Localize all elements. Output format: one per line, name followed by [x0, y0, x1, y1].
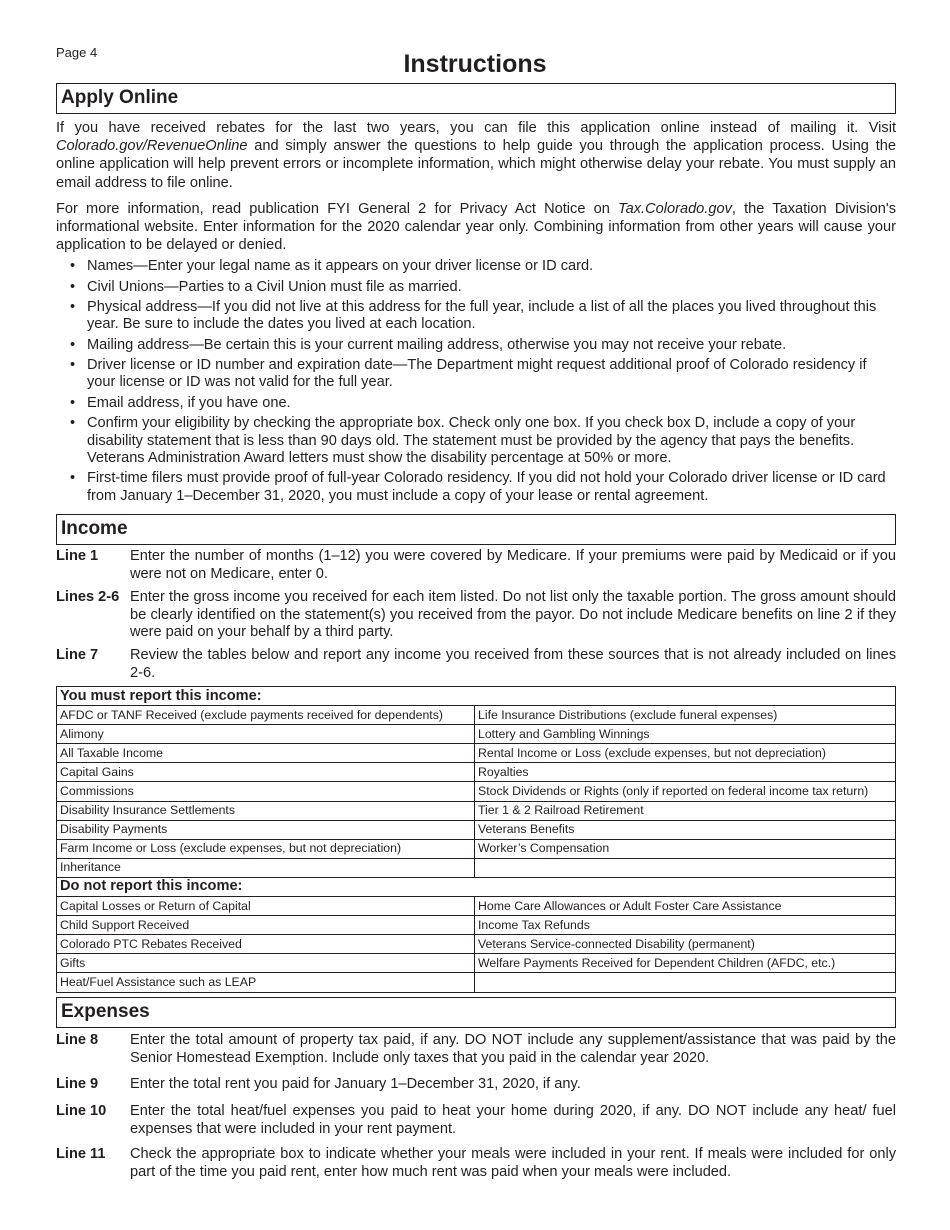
list-item: • Email address, if you have one.: [70, 395, 896, 412]
table-row: [57, 706, 896, 725]
table-cell: Heat/Fuel Assistance such as LEAP: [57, 973, 475, 992]
table-cell: Veterans Benefits: [475, 820, 896, 839]
table-row: [57, 954, 896, 973]
table-cell: Rental Income or Loss (exclude expenses, but not depreciation): [475, 744, 896, 763]
table-cell: Disability Payments: [57, 820, 475, 839]
line-text: Enter the total rent you paid for January 1–December 31, 2020, if any.: [130, 1076, 581, 1092]
table-cell: Capital Losses or Return of Capital: [57, 897, 475, 916]
expenses-line-11: [56, 1146, 896, 1181]
table-cell: Worker’s Compensation: [475, 839, 896, 858]
line-label: Line 7: [56, 647, 99, 663]
line-text: Enter the total heat/fuel expenses you paid to heat your home during 2020, if any. DO NOT include any heat/ fuel expenses that were included in your rent payment.: [130, 1103, 896, 1137]
table-cell: Welfare Payments Received for Dependent Children (AFDC, etc.): [475, 954, 896, 973]
table-cell: Capital Gains: [57, 763, 475, 782]
table-row: [57, 763, 896, 782]
table-cell: Income Tax Refunds: [475, 916, 896, 935]
table-row: [57, 725, 896, 744]
expenses-line-9: [56, 1076, 896, 1094]
expenses-heading: Expenses: [56, 997, 896, 1028]
table-row: [57, 801, 896, 820]
table-row: [57, 973, 896, 992]
table-cell: Farm Income or Loss (exclude expenses, but not depreciation): [57, 839, 475, 858]
income-line-1: [56, 548, 896, 583]
line-text: Enter the gross income you received for each item listed. Do not list only the taxable portion. The gross amount should be clearly identified on the statement(s) you received from the payor. Do not include Medicare benefits on line 2 if they were paid on your behalf by a third party.: [130, 589, 896, 640]
para2-text-a: For more information, read publication FYI General 2 for Privacy Act Notice on: [56, 201, 619, 217]
table-row: [57, 935, 896, 954]
report-income-heading: You must report this income:: [57, 687, 896, 706]
table-cell: Colorado PTC Rebates Received: [57, 935, 475, 954]
list-item: • Mailing address—Be certain this is your current mailing address, otherwise you may not receive your rebate.: [70, 337, 896, 354]
expenses-line-8: [56, 1032, 896, 1067]
table-cell: Home Care Allowances or Adult Foster Care Assistance: [475, 897, 896, 916]
list-item: • First-time filers must provide proof of full-year Colorado residency. If you did not hold your Colorado driver license or ID card from January 1–December 31, 2020, you must include a copy of your lease or rental agreement.: [70, 470, 896, 504]
para1-text-a: If you have received rebates for the last two years, you can file this application online instead of mailing it. Visit: [56, 120, 896, 136]
table-cell: Stock Dividends or Rights (only if reported on federal income tax return): [475, 782, 896, 801]
expenses-line-10: [56, 1103, 896, 1138]
table-cell: Life Insurance Distributions (exclude funeral expenses): [475, 706, 896, 725]
line-text: Enter the total amount of property tax paid, if any. DO NOT include any supplement/assistance that was paid by the Senior Homestead Exemption. Include only taxes that you paid in the calendar year 2020.: [130, 1032, 896, 1066]
table-row: [57, 897, 896, 916]
income-line-7: [56, 647, 896, 682]
income-heading: Income: [56, 514, 896, 545]
apply-online-paragraph-1: [56, 119, 896, 192]
tax-colorado-link[interactable]: Tax.Colorado.gov: [618, 201, 732, 217]
income-table: [56, 686, 896, 993]
list-item: • Physical address—If you did not live at this address for the full year, include a list of all the places you lived throughout this year. Be sure to include the dates you lived at each location.: [70, 299, 896, 333]
table-cell: Royalties: [475, 763, 896, 782]
table-row: [57, 782, 896, 801]
table-row: [57, 858, 896, 877]
table-cell: Alimony: [57, 725, 475, 744]
table-cell: [475, 858, 896, 877]
table-cell: Commissions: [57, 782, 475, 801]
table-cell: Disability Insurance Settlements: [57, 801, 475, 820]
table-cell: Gifts: [57, 954, 475, 973]
line-text: Enter the number of months (1–12) you were covered by Medicare. If your premiums were paid by Medicaid or if you were not on Medicare, enter 0.: [130, 548, 896, 582]
page-title: Instructions: [403, 50, 547, 78]
income-lines-2-6: [56, 589, 896, 642]
table-cell: Child Support Received: [57, 916, 475, 935]
revenue-online-link[interactable]: Colorado.gov/RevenueOnline: [56, 138, 248, 155]
table-cell: Lottery and Gambling Winnings: [475, 725, 896, 744]
table-cell: Veterans Service-connected Disability (permanent): [475, 935, 896, 954]
line-label: Line 9: [56, 1076, 99, 1092]
list-item: • Confirm your eligibility by checking the appropriate box. Check only one box. If you check box D, include a copy of your disability statement that is less than 90 days old. The statement must be provided by the agency that pays the benefits. Veterans Administration Award letters must show the disability percentage at 50% or more.: [70, 415, 896, 467]
table-cell: [475, 973, 896, 992]
table-cell: Inheritance: [57, 858, 475, 877]
table-cell: AFDC or TANF Received (exclude payments received for dependents): [57, 706, 475, 725]
line-label: Line 1: [56, 548, 99, 564]
list-item: • Names—Enter your legal name as it appears on your driver license or ID card.: [70, 258, 896, 275]
page-number: Page 4: [56, 45, 98, 60]
line-label: Line 10: [56, 1103, 107, 1119]
apply-online-bullet-list: [70, 258, 896, 508]
table-row: [57, 916, 896, 935]
table-row: [57, 744, 896, 763]
table-row: [57, 820, 896, 839]
table-row: [57, 839, 896, 858]
noreport-income-heading: Do not report this income:: [57, 877, 896, 896]
line-label: Line 11: [56, 1146, 106, 1162]
apply-online-paragraph-2: [56, 200, 896, 255]
list-item: • Driver license or ID number and expiration date—The Department might request additional proof of Colorado residency if your license or ID was not valid for the full year.: [70, 357, 896, 391]
list-item: • Civil Unions—Parties to a Civil Union must file as married.: [70, 279, 896, 296]
line-label: Line 8: [56, 1032, 99, 1048]
para2-text-b: , the Taxation Division's informational website. Enter information for the 2020 calendar year only. Combining information from other years will cause your application to be delayed or denied.: [56, 201, 896, 254]
line-text: Check the appropriate box to indicate whether your meals were included in your rent. If meals were included for only part of the time you paid rent, enter how much rent was paid when your meals were included.: [130, 1146, 896, 1180]
apply-online-heading: Apply Online: [56, 83, 896, 114]
line-label: Lines 2-6: [56, 589, 120, 605]
para1-text-b: and simply answer the questions to help guide you through the application process. Using the online application will help prevent errors or incomplete information, which might otherwise delay your rebate. You must supply an email address to file online.: [56, 138, 896, 191]
line-text: Review the tables below and report any income you received from these sources that is not already included on lines 2-6.: [130, 647, 896, 681]
table-cell: All Taxable Income: [57, 744, 475, 763]
table-cell: Tier 1 & 2 Railroad Retirement: [475, 801, 896, 820]
